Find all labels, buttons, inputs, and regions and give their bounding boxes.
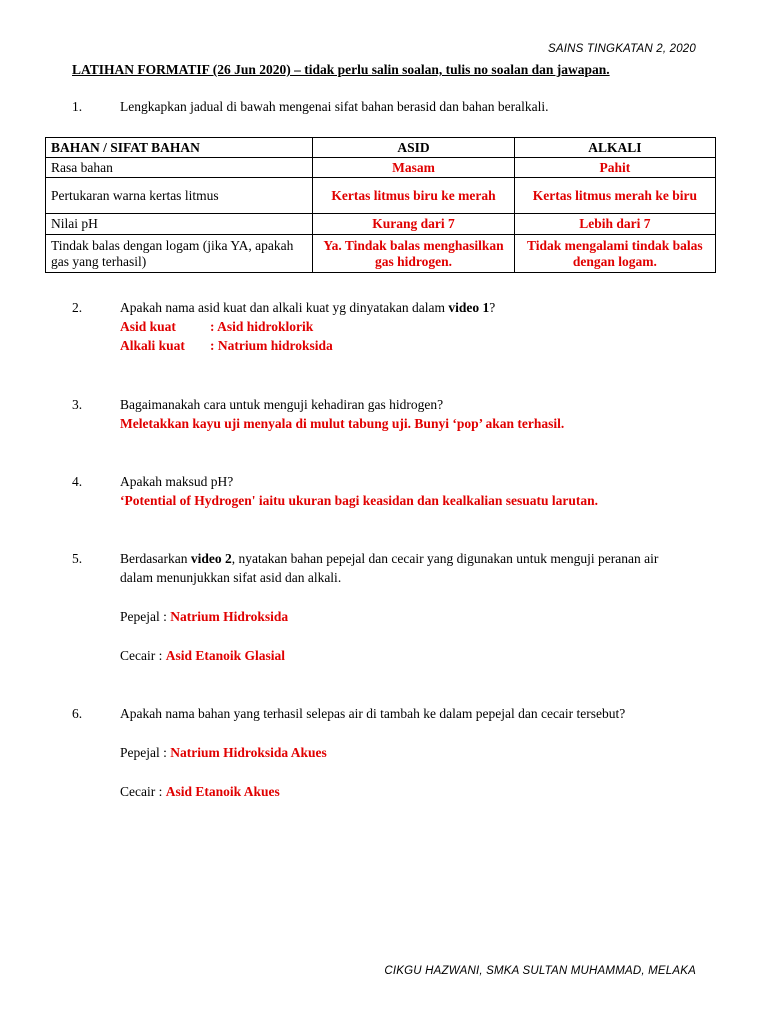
answer-cecair: Cecair : Asid Etanoik Glasial	[120, 648, 286, 663]
question-text: Apakah maksud pH?	[120, 474, 234, 489]
table-cell-property: Nilai pH	[46, 214, 313, 235]
table-cell-alkali: Pahit	[514, 158, 715, 178]
answer-cecair: Cecair : Asid Etanoik Akues	[120, 784, 280, 799]
table-header: ASID	[313, 138, 514, 158]
question-number: 3.	[72, 397, 83, 412]
page-footer: CIKGU HAZWANI, SMKA SULTAN MUHAMMAD, MELAKA	[384, 965, 696, 977]
question-number: 4.	[72, 474, 83, 489]
table-cell-asid: Ya. Tindak balas menghasilkan gas hidrogen.	[313, 235, 514, 273]
question-number: 2.	[72, 300, 83, 315]
question-1	[72, 97, 702, 116]
answer-value: : Asid hidroklorik	[210, 319, 314, 334]
answer-line	[120, 336, 702, 355]
question-number: 5.	[72, 551, 83, 566]
question-4	[72, 472, 702, 510]
answer-pepejal: Pepejal : Natrium Hidroksida	[120, 609, 289, 624]
table-header: BAHAN / SIFAT BAHAN	[46, 138, 313, 158]
question-text: Lengkapkan jadual di bawah mengenai sifat bahan berasid dan bahan beralkali.	[120, 99, 549, 114]
table-cell-property: Rasa bahan	[46, 158, 313, 178]
answer-key: Asid kuat	[120, 319, 176, 334]
table-header: ALKALI	[514, 138, 715, 158]
table-cell-alkali: Lebih dari 7	[514, 214, 715, 235]
table-cell-asid: Masam	[313, 158, 514, 178]
header-subject: SAINS TINGKATAN 2, 2020	[548, 43, 696, 55]
question-number: 1.	[72, 99, 83, 114]
answer-text: Meletakkan kayu uji menyala di mulut tabung uji. Bunyi ‘pop’ akan terhasil.	[120, 416, 565, 431]
table-cell-alkali: Kertas litmus merah ke biru	[514, 178, 715, 214]
answer-text: ‘Potential of Hydrogen' iaitu ukuran bagi keasidan dan kealkalian sesuatu larutan.	[120, 493, 598, 508]
table-row	[46, 178, 716, 214]
question-6	[72, 704, 702, 801]
table-row	[46, 214, 716, 235]
question-5	[72, 549, 702, 665]
question-number: 6.	[72, 706, 83, 721]
table-cell-property: Pertukaran warna kertas litmus	[46, 178, 313, 214]
table-cell-asid: Kurang dari 7	[313, 214, 514, 235]
table-cell-asid: Kertas litmus biru ke merah	[313, 178, 514, 214]
table-cell-alkali: Tidak mengalami tindak balas dengan logam.	[514, 235, 715, 273]
acid-alkali-table	[45, 137, 716, 273]
question-3	[72, 395, 702, 433]
answer-value: : Natrium hidroksida	[210, 338, 333, 353]
table-cell-property: Tindak balas dengan logam (jika YA, apakah gas yang terhasil)	[46, 235, 313, 273]
answer-pepejal: Pepejal : Natrium Hidroksida Akues	[120, 745, 327, 760]
question-text: Berdasarkan video 2, nyatakan bahan pepejal dan cecair yang digunakan untuk menguji peranan air dalam menunjukkan sifat asid dan alkali.	[120, 551, 659, 585]
table-row	[46, 235, 716, 273]
answer-line	[120, 317, 702, 336]
question-text: Apakah nama asid kuat dan alkali kuat yg dinyatakan dalam video 1?	[120, 300, 496, 315]
page-title: LATIHAN FORMATIF (26 Jun 2020) – tidak perlu salin soalan, tulis no soalan dan jawapan.	[72, 62, 610, 77]
question-text: Apakah nama bahan yang terhasil selepas air di tambah ke dalam pepejal dan cecair tersebut?	[120, 706, 626, 721]
answer-key: Alkali kuat	[120, 338, 185, 353]
question-2	[72, 298, 702, 355]
table-header-row	[46, 138, 716, 158]
question-text: Bagaimanakah cara untuk menguji kehadiran gas hidrogen?	[120, 397, 444, 412]
table-row	[46, 158, 716, 178]
